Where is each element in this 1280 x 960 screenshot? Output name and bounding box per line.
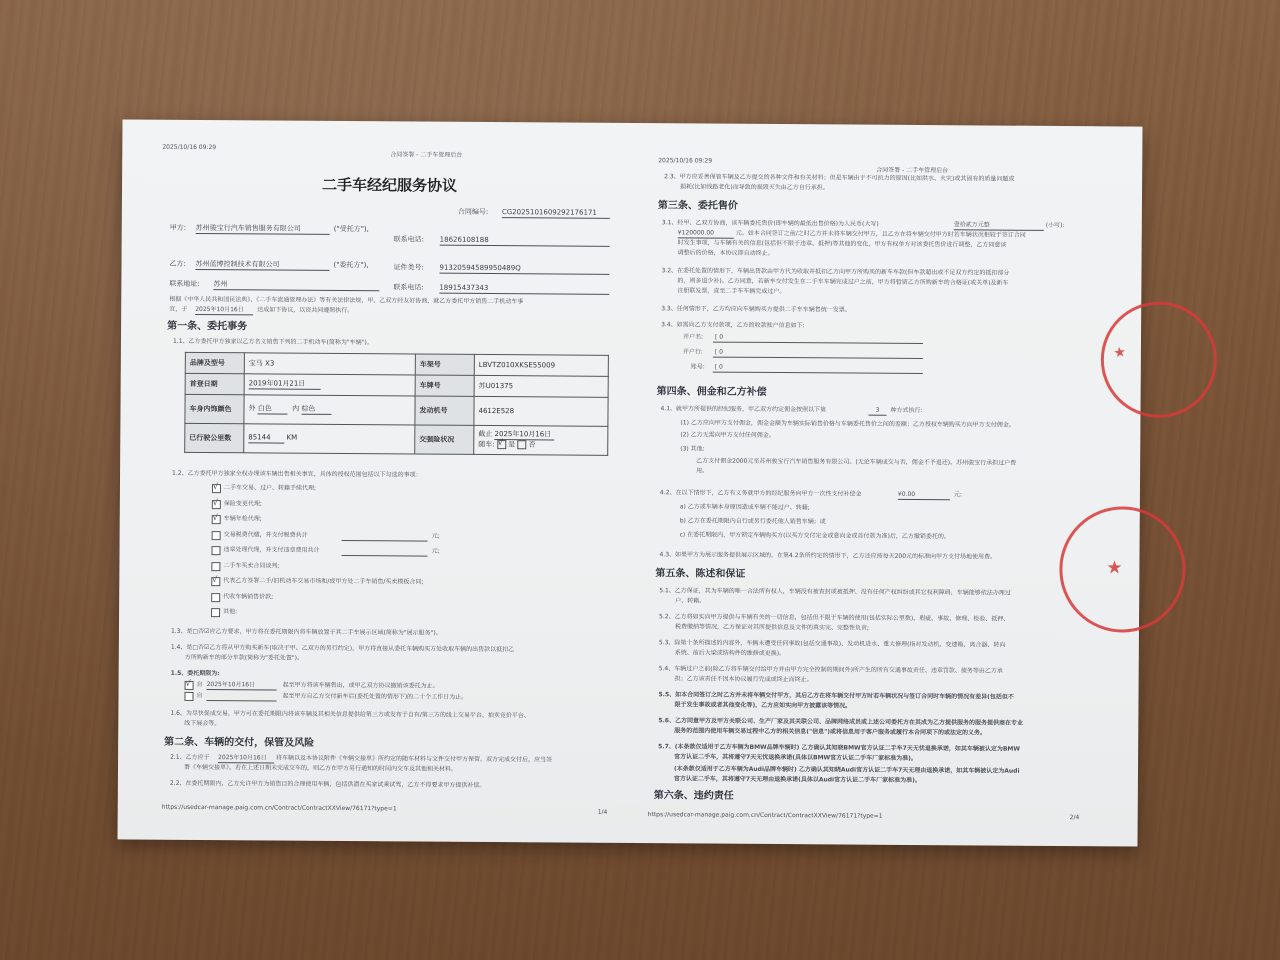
authorization-option-label: 违章处理代理，并支付违章费用共计 — [223, 546, 320, 554]
authorization-option-checkbox[interactable] — [212, 531, 221, 540]
clause-2-3a: 2.3、甲方应妥善保管车辆及乙方提交的各种文件和有关材料；但是车辆由于不可抗力的原因(比如洪水、火灾)或其固有的质量问题或 — [664, 173, 1015, 183]
section-6-heading: 第六条、违约责任 — [653, 790, 734, 802]
insurance-follow-label: 随车: — [478, 440, 495, 449]
color-out-label: 外 — [248, 404, 256, 413]
engine-value: 4612E528 — [474, 396, 608, 426]
clause-3-1d: 调整后的价格，本协议即自动终止。 — [677, 249, 774, 257]
mileage-label: 已行驶公里数 — [185, 423, 244, 452]
clause-4-1-suffix: 种方式执行: — [890, 406, 923, 415]
authorization-option-checkbox[interactable] — [212, 484, 221, 493]
clause-1-6a: 1.6、为尽快促成交易，甲方可在委托期限内将该车辆及其相关信息提供给第三方或发布于自有/第三方的线上交易平台、拍卖竞价平台、 — [170, 709, 530, 720]
plate-value: 苏U01375 — [474, 375, 608, 397]
clause-4-3: 4.3、如果甲方为展示服务提供展示区域的，在第4.2条所约定的情形下，乙方还应按每天200元的标准向甲方支付场地使用费。 — [659, 551, 997, 561]
authorization-option-checkbox[interactable] — [211, 608, 220, 617]
clause-5-2a: 5.2、乙方将如实向甲方提供与车辆有关的一切信息，包括但不限于车辆的使用(包括实际公里数)、瑕疵、事故、修理、检验、抵押、 — [659, 613, 1010, 623]
clause-1-1: 1.1、乙方委托甲方独家以乙方名义销售下列的二手机动车(简称为"车辆")。 — [172, 337, 373, 347]
clause-3-4: 3.4、如需向乙方支付款项，乙方的收款账户信息如下: — [661, 321, 805, 330]
section-5-heading: 第五条、陈述和保证 — [655, 568, 746, 580]
party-b-label: 乙方: — [169, 259, 186, 268]
clause-5-6b: 服务的范围内使用车辆交易过程中乙方的相关信息("信息")或将信息用于客户服务或履行本合同项下的或法定的义务。 — [674, 727, 987, 737]
party-a-label: 甲方: — [169, 223, 187, 232]
clause-4-2c: c) 在委托期限内，甲方锁定车辆购买方(以买方交付定金或意向金或首付款为准)后，乙方撤销委托的。 — [679, 531, 950, 541]
party-a-phone-label: 联系电话: — [393, 235, 425, 244]
color-in-label: 内 — [292, 404, 300, 413]
account-name-line — [713, 342, 923, 344]
print-header: 合同签署 - 二手车管理后台 — [876, 166, 949, 175]
commission-other-a: 乙方支付佣金2000元至苏州骏宝行汽车销售服务有限公司。(无论车辆成交与否，佣金不予退还)。苏州骏宝行承担过户费 — [696, 457, 1017, 467]
page-title: 二手车经纪服务协议 — [322, 175, 458, 195]
vin-label: 车架号 — [415, 354, 474, 375]
clause-3-3: 3.3、任何情形下，乙方均应向车辆购买方提供二手车车辆售统一发票。 — [661, 305, 851, 314]
clause-1-4b: 方所购新车的部分车款(简称为"委托处置")。 — [184, 653, 303, 662]
price-in-figures: ¥120000.00 — [678, 229, 734, 238]
price-in-words: 壹拾贰万元整 — [954, 221, 1044, 231]
authorization-option-checkbox[interactable] — [211, 546, 220, 555]
clause-3-1c: 时发生事项，与车辆有关的信息(包括但不限于违章、抵押)等其他的变化，甲方有权单方对该委托售价进行调整，乙方同意该 — [677, 239, 1007, 249]
contract-page-1 — [117, 119, 632, 843]
mileage: 85144 — [248, 433, 284, 443]
clause-4-2-prefix: 4.2、在以下情形下，乙方有义务就甲方的经纪服务向甲方一次性支付补偿金 — [659, 489, 862, 498]
authorization-option-label: 车辆年检代理; — [223, 515, 262, 523]
print-datetime: 2025/10/16 09:29 — [162, 143, 217, 152]
insurance-label: 交强险状况 — [415, 425, 474, 454]
authorization-option-label: 代表乙方签署二手/旧机动车交易市场和/或甲方处二手车销售/买卖模板合同; — [223, 577, 424, 586]
authorization-option-label: 保险变更代理; — [223, 499, 262, 507]
clause-5-7a: 5.7、(本条款仅适用于乙方车辆为BMW品牌车辆时) 乙方确认其知晓BMW官方认证二手车7天无忧退换承诺，如其车辆被认定为BMW — [658, 743, 1021, 753]
clause-5-5a: 5.5、如本合同签订之时乙方并未将车辆交付甲方，其后乙方在将车辆交付甲方时若车辆状况与签订合同时车辆的情况有差异(包括但不 — [658, 691, 1014, 701]
term-b-text: 起至甲方自乙方交付新车后(委托处置的情形下)的二十个工作日为止。 — [282, 692, 468, 701]
insurance-date: 2025年10月16日 — [495, 430, 555, 440]
account-bank-line — [713, 357, 923, 359]
commission-option-2: (2) 乙方无需向甲方支付任何佣金。 — [680, 431, 775, 440]
term-a-date: 2025年10月16日 — [207, 681, 277, 690]
mileage-value — [244, 424, 415, 454]
clause-3-2c: 注册联发票，直至二手车车辆完成过户。 — [677, 287, 786, 296]
term-option-b-checkbox[interactable] — [184, 692, 193, 701]
reg-date-value — [244, 374, 415, 396]
section-3-heading: 第三条、委托售价 — [657, 200, 738, 212]
contact-addr: 苏州 — [213, 280, 379, 291]
clause-3-1-suffix: (小写): — [1045, 221, 1065, 230]
party-b-name: 苏州蓝博控制技术有限公司 — [195, 260, 329, 271]
clause-4-2a: a) 乙方或车辆本身原因造成车辆不能过户、转籍; — [679, 503, 810, 512]
clause-1-4a: 1.4、是□否☑乙方将从甲方购买新车(取决于甲、乙双方的另行约定)，甲方将直接从委托车辆购买方处收取车辆的出售款以抵扣乙 — [170, 643, 515, 654]
insurance-yes-label: 是 — [508, 440, 516, 449]
brand-value: 宝马 X3 — [244, 353, 415, 375]
party-b-cert: 91320594589950489Q — [439, 264, 609, 275]
clause-3-1b: 元。如本合同签订之前/之时乙方并未将车辆交付甲方，且乙方在将车辆交付甲方时若车辆状况相较于签订合同 — [735, 229, 1026, 239]
party-a-phone: 18626108188 — [440, 236, 610, 247]
company-seal-bottom: ★ — [1059, 506, 1186, 633]
clause-3-1-prefix: 3.1、经甲、乙双方协商，该车辆委托售价(即车辆的最低出售价格)为人民币(大写) — [661, 219, 879, 228]
authorization-option-label: 二手车买卖合同谈判; — [223, 561, 280, 570]
color-in: 棕色 — [301, 405, 331, 415]
intro-line-2a: 宜，于 — [169, 305, 188, 313]
amount-blank — [341, 555, 427, 557]
amount-unit: 元; — [431, 532, 440, 540]
contract-no: CG2025101609292176171 — [502, 208, 610, 219]
account-name-label: 开户名: — [682, 333, 704, 341]
party-b-role: ("委托方"), — [333, 260, 369, 270]
clause-2-3b: 损耗(比如线路老化)而导致的损毁灭失由乙方自行承担。 — [680, 183, 829, 192]
insurance-prefix: 截止 — [478, 430, 493, 439]
insurance-yes-checkbox[interactable]: √ — [497, 440, 506, 449]
clause-3-2b: 的，则多退少补)。乙方同意，若新车交付发生在二手车车辆完成过户之前，甲方将暂留乙方所购新车的合格证(或关单)及新车 — [677, 277, 1009, 287]
insurance-no-label: 否 — [528, 441, 536, 450]
footer-url: https://usedcar-manage.paig.com.cn/Contract/ContractXXView/76171?type=1 — [647, 811, 883, 820]
company-seal-top: ★ — [1100, 301, 1217, 418]
color-out: 白色 — [258, 404, 288, 414]
clause-3-2a: 3.2、在委托处置的情形下，车辆出售款由甲方代为收取并抵扣乙方向甲方所购买的新车车款(但车款超出或不足双方约定的抵扣部分 — [661, 267, 1010, 277]
vehicle-info-table — [184, 352, 609, 456]
intro-line-1: 根据《中华人民共和国民法典》、《二手车流通管理办法》等有关法律法规，甲、乙双方经友好协商，就乙方委托甲方销售二手机动车事 — [169, 295, 524, 306]
party-b-phone-label: 联系电话: — [393, 283, 424, 292]
term-option-a-checkbox[interactable] — [185, 681, 194, 690]
clause-1-2: 1.2、乙方委托甲方独家全权办理该车辆出售相关事宜，具体的授权范围包括以下勾选的事项： — [172, 469, 422, 479]
commission-option: 3 — [868, 407, 886, 416]
section-1-heading: 第一条、委托事务 — [167, 320, 248, 333]
commission-option-1: (1) 乙方应向甲方支付佣金，佣金金额为车辆实际销售价格与车辆委托售价之间的差额；乙方授权车辆购买方向甲方支付佣金。 — [680, 419, 1015, 429]
clause-2-1-date: 2025年10月16日 — [218, 754, 274, 763]
clause-5-7c: (本条款仅适用于乙方车辆为Audi品牌车辆时) 乙方确认其知晓Audi官方认证二手车7天无理由退换承诺，如其车辆被认定为Audi — [673, 765, 1020, 775]
intro-date: 2025年10月16日 — [195, 306, 253, 315]
clause-5-6a: 5.6、乙方同意甲方及甲方关联公司、生产厂家及其关联公司、品牌网络成员或上述公司委托方在其成为乙方提供服务的服务提供商在专业 — [658, 717, 1023, 727]
clause-1-3: 1.3、是□否☑应乙方要求，甲方将在委托期限内将车辆放置于其二手车展示区域(简称为"展示服务")。 — [170, 627, 442, 637]
account-no-label: 账号: — [690, 363, 705, 371]
clause-4-1-prefix: 4.1、就甲方所提供的经纪服务，甲乙双方约定佣金按照以下第 — [660, 405, 827, 414]
authorization-option-checkbox[interactable] — [211, 593, 220, 602]
contract-no-label: 合同编号: — [457, 207, 489, 217]
reg-date: 2019年01月21日 — [249, 379, 321, 390]
clause-1-6b: 线下展会等。 — [184, 719, 221, 728]
authorization-option-checkbox[interactable] — [211, 577, 220, 586]
party-b-cert-label: 证件类号: — [393, 263, 424, 272]
contract-page-2 — [627, 123, 1142, 847]
compensation-amount: ¥0.00 — [898, 491, 950, 500]
commission-other-b: 用。 — [696, 467, 709, 475]
clause-5-4b: 担；乙方该责任不因本协议履行完成或终止而终止。 — [674, 675, 813, 684]
plate-label: 车牌号 — [415, 375, 474, 396]
clause-4-2b: b) 乙方在委托期限内自行或另行委托他人销售车辆；或 — [679, 517, 826, 526]
clause-5-1a: 5.1、乙方保证，其为车辆的唯一合法所有权人，车辆没有被查封或被抵押、没有任何产权纠纷或其它权利障碍，车辆能够依法办理过 — [659, 587, 1011, 597]
clause-2-2: 2.2、在委托期限内，乙方允许甲方为销售目的合理使用车辆，包括供潜在买家试乘试驾，乙方不得要求甲方提供补偿。 — [169, 779, 486, 789]
party-a-name: 苏州骏宝行汽车销售服务有限公司 — [196, 224, 330, 235]
color-value — [244, 395, 415, 425]
term-b-prefix: 自 — [196, 691, 203, 700]
clause-5-3b: 系统、前后大梁或结构件的维修或更换)。 — [674, 649, 786, 658]
clause-5-2b: 税费缴纳等情况，乙方保证对其所提供信息及文件的真实完、完整性负责; — [674, 623, 870, 632]
commission-option-3: (3) 其他: — [680, 445, 705, 453]
vin-value: LBVTZ010XKSE55009 — [474, 354, 608, 376]
authorization-option-label: 其他: — [223, 608, 238, 616]
clause-5-3a: 5.3、除第十条所描述的内容外，车辆未遭受任何事故(包括交通事故)、发动机进水、重大修理(指对发动机、变速箱、离合器、转向 — [658, 639, 1006, 649]
authorization-option-checkbox[interactable] — [212, 515, 221, 524]
print-header: 合同签署 - 二手车管理后台 — [390, 151, 463, 159]
brand-label: 品牌及型号 — [185, 352, 244, 373]
clause-5-7b: 官方认证二手车，其将遵守7天无忧退换承诺(具体以BMW官方认证二手车厂家标准为准)。 — [674, 753, 917, 763]
authorization-option-checkbox[interactable] — [211, 562, 220, 571]
party-a-role: ("受托方"), — [333, 224, 369, 234]
authorization-option-label: 二手车交易、过户、转籍手续代理; — [223, 484, 317, 492]
party-b-phone: 18915437343 — [439, 284, 609, 295]
account-no-line — [713, 372, 923, 374]
insurance-no-checkbox[interactable] — [517, 440, 526, 449]
clause-4-2-suffix: 元: — [953, 491, 962, 499]
account-no: [ 0 — [714, 363, 723, 371]
term-b-blank — [206, 700, 276, 701]
clause-2-1b: 署《车辆交接单》。若在上述日期未完成交车的，则乙方在甲方另行通知的时间内交车及其他相关材料。 — [183, 763, 458, 773]
footer-page-number: 1/4 — [597, 808, 608, 816]
reg-date-label: 首登日期 — [185, 373, 244, 394]
mileage-unit: KM — [286, 433, 298, 442]
clause-5-1b: 户、转籍。 — [675, 597, 706, 605]
authorization-option-label: 交易税费代缴，并支付税费共计 — [223, 530, 308, 539]
amount-blank — [342, 539, 428, 541]
account-bank: [ 0 — [714, 348, 724, 356]
account-name: [ 0 — [714, 333, 724, 341]
section-2-heading: 第二条、车辆的交付，保管及风险 — [164, 736, 315, 749]
print-datetime: 2025/10/16 09:29 — [658, 157, 713, 165]
account-bank-label: 开户行: — [682, 348, 703, 356]
clause-5-5b: 限于发生事故或者其他变化等)，乙方应如实向甲方披露该等情况。 — [674, 701, 852, 710]
clause-1-5: 1.5、委托期限为: — [170, 669, 220, 678]
term-a-prefix: 自 — [196, 680, 203, 689]
clause-2-1-prefix: 2.1、乙方应于 — [170, 753, 210, 762]
footer-url: https://usedcar-manage.paig.com.cn/Contract/ContractXXView/76171?type=1 — [161, 803, 397, 813]
authorization-option-checkbox[interactable] — [212, 500, 221, 509]
color-label: 车身内饰颜色 — [185, 394, 244, 423]
engine-label: 发动机号 — [415, 396, 474, 425]
insurance-value — [474, 425, 608, 455]
contact-addr-label: 联系地址: — [169, 279, 200, 288]
clause-5-4a: 5.4、车辆过户之前(除乙方将车辆交付给甲方并由甲方完全控制的期间外)所产生的所有交通事故责任、违章罚款、债务等由乙方承 — [658, 665, 1003, 675]
intro-line-2b: 达成如下协议，以资共同遵照执行。 — [257, 306, 354, 315]
amount-unit: 元; — [431, 547, 440, 555]
clause-2-1-text: 将车辆以及本协议附件《车辆交接单》所约定的随车材料与文件交付甲方保管。双方完成交付后，应当签 — [276, 754, 553, 764]
term-a-text: 起至甲方将该车辆售出，或甲乙双方协议撤销该委托为止。 — [282, 681, 439, 690]
footer-page-number: 2/4 — [1069, 814, 1080, 822]
section-4-heading: 第四条、佣金和乙方补偿 — [656, 386, 767, 398]
contract-sheet — [117, 119, 1142, 846]
clause-5-7d: 官方认证二手车，其将遵守7天无理由退换承诺(具体以Audi官方认证二手车厂家标准为准)。 — [673, 775, 921, 785]
authorization-option-label: 代收车辆销售价款; — [223, 592, 274, 601]
